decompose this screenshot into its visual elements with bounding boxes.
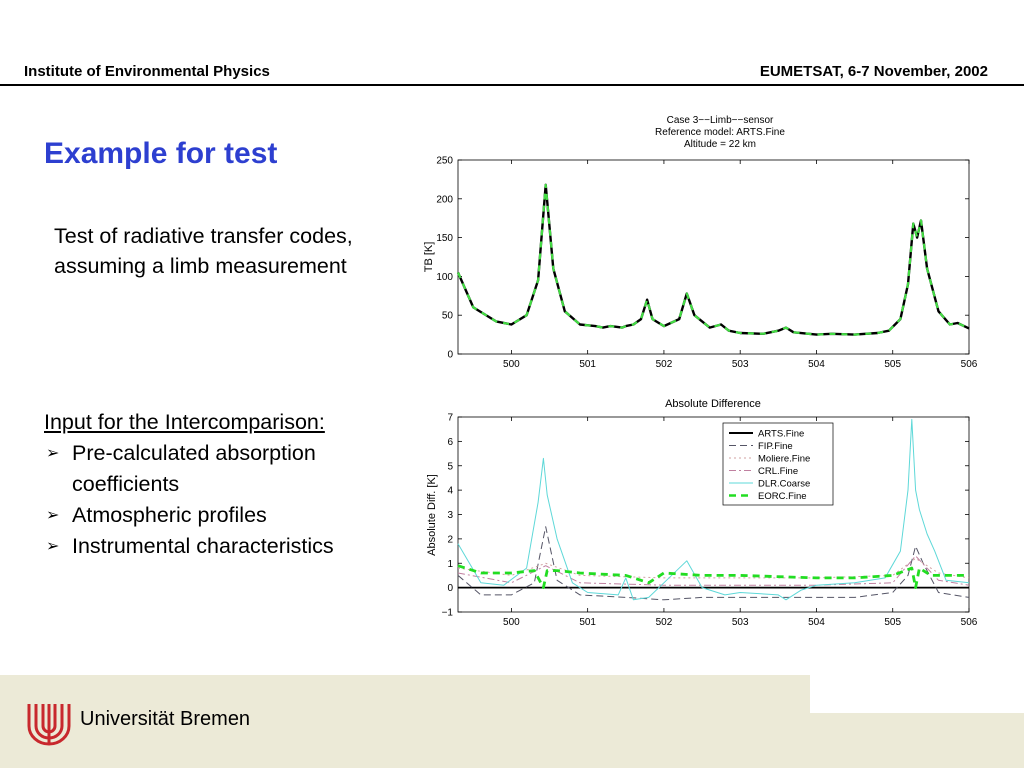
y-tick-label: 100 [436,271,453,283]
x-tick-label: 506 [960,617,978,628]
legend-label: EORC.Fine [758,491,807,502]
plot-frame-1 [458,417,969,612]
university-logo-icon [26,700,72,746]
arrow-bullet-icon: ➢ [46,445,60,462]
x-tick-label: 502 [655,617,673,628]
chart1-ylabel: TB [K] [423,241,435,273]
bullet-item [46,531,396,562]
chart1-title-line: Case 3−−Limb−−sensor [666,115,774,126]
y-tick-label: 6 [447,436,453,448]
y-tick-label: 0 [447,583,453,595]
y-tick-label: −1 [441,607,453,619]
x-tick-label: 503 [731,617,749,628]
x-tick-label: 502 [655,359,673,370]
footer-band-right [810,713,1024,768]
arrow-bullet-icon: ➢ [46,507,60,524]
figure-panels [410,105,990,635]
slide-title: Example for test [44,137,278,170]
y-tick-label: 2 [447,534,453,546]
bullet-text: Instrumental characteristics [72,534,334,558]
y-tick-label: 1 [447,558,453,570]
legend-label: DLR.Coarse [758,478,811,490]
legend-label: ARTS.Fine [758,428,805,440]
bullet-item [46,438,396,500]
header-institute: Institute of Environmental Physics [24,63,270,80]
chart2-ylabel: Absolute Diff. [K] [426,474,438,556]
intro-paragraph: Test of radiative transfer codes, assuming a limb measurement [54,224,353,278]
y-tick-label: 150 [436,233,453,245]
x-tick-label: 504 [808,359,825,370]
x-tick-label: 504 [808,617,825,628]
legend-label: Moliere.Fine [758,453,811,465]
x-tick-label: 501 [579,359,597,370]
x-tick-label: 500 [503,617,520,628]
arrow-bullet-icon: ➢ [46,538,60,555]
y-tick-label: 200 [436,194,453,206]
university-name: Universität Bremen [80,708,251,730]
x-tick-label: 500 [503,359,520,370]
x-tick-label: 505 [884,617,902,628]
chart2-title: Absolute Difference [665,398,761,410]
x-tick-label: 506 [960,359,978,370]
plot-frame-0 [458,160,969,354]
bullet-list [46,438,396,562]
header-event: EUMETSAT, 6-7 November, 2002 [759,63,988,80]
y-tick-label: 50 [441,310,453,322]
x-tick-label: 503 [731,359,749,370]
input-heading: Input for the Intercomparison: [44,410,325,434]
bullet-text: Pre-calculated absorption coefficients [72,441,316,496]
chart1-title-line: Altitude = 22 km [684,139,756,150]
y-tick-label: 5 [447,461,453,473]
chart1-title-line: Reference model: ARTS.Fine [655,127,785,138]
header-divider [0,84,1024,86]
x-tick-label: 501 [579,617,597,628]
y-tick-label: 0 [447,349,453,361]
bullet-text: Atmospheric profiles [72,503,267,527]
bullet-item [46,500,396,531]
y-tick-label: 3 [447,510,453,521]
legend-label: CRL.Fine [758,466,799,477]
y-tick-label: 250 [436,155,453,167]
x-tick-label: 505 [884,359,902,370]
y-tick-label: 4 [447,485,453,497]
y-tick-label: 7 [447,412,453,424]
legend-label: FIP.Fine [758,441,793,452]
